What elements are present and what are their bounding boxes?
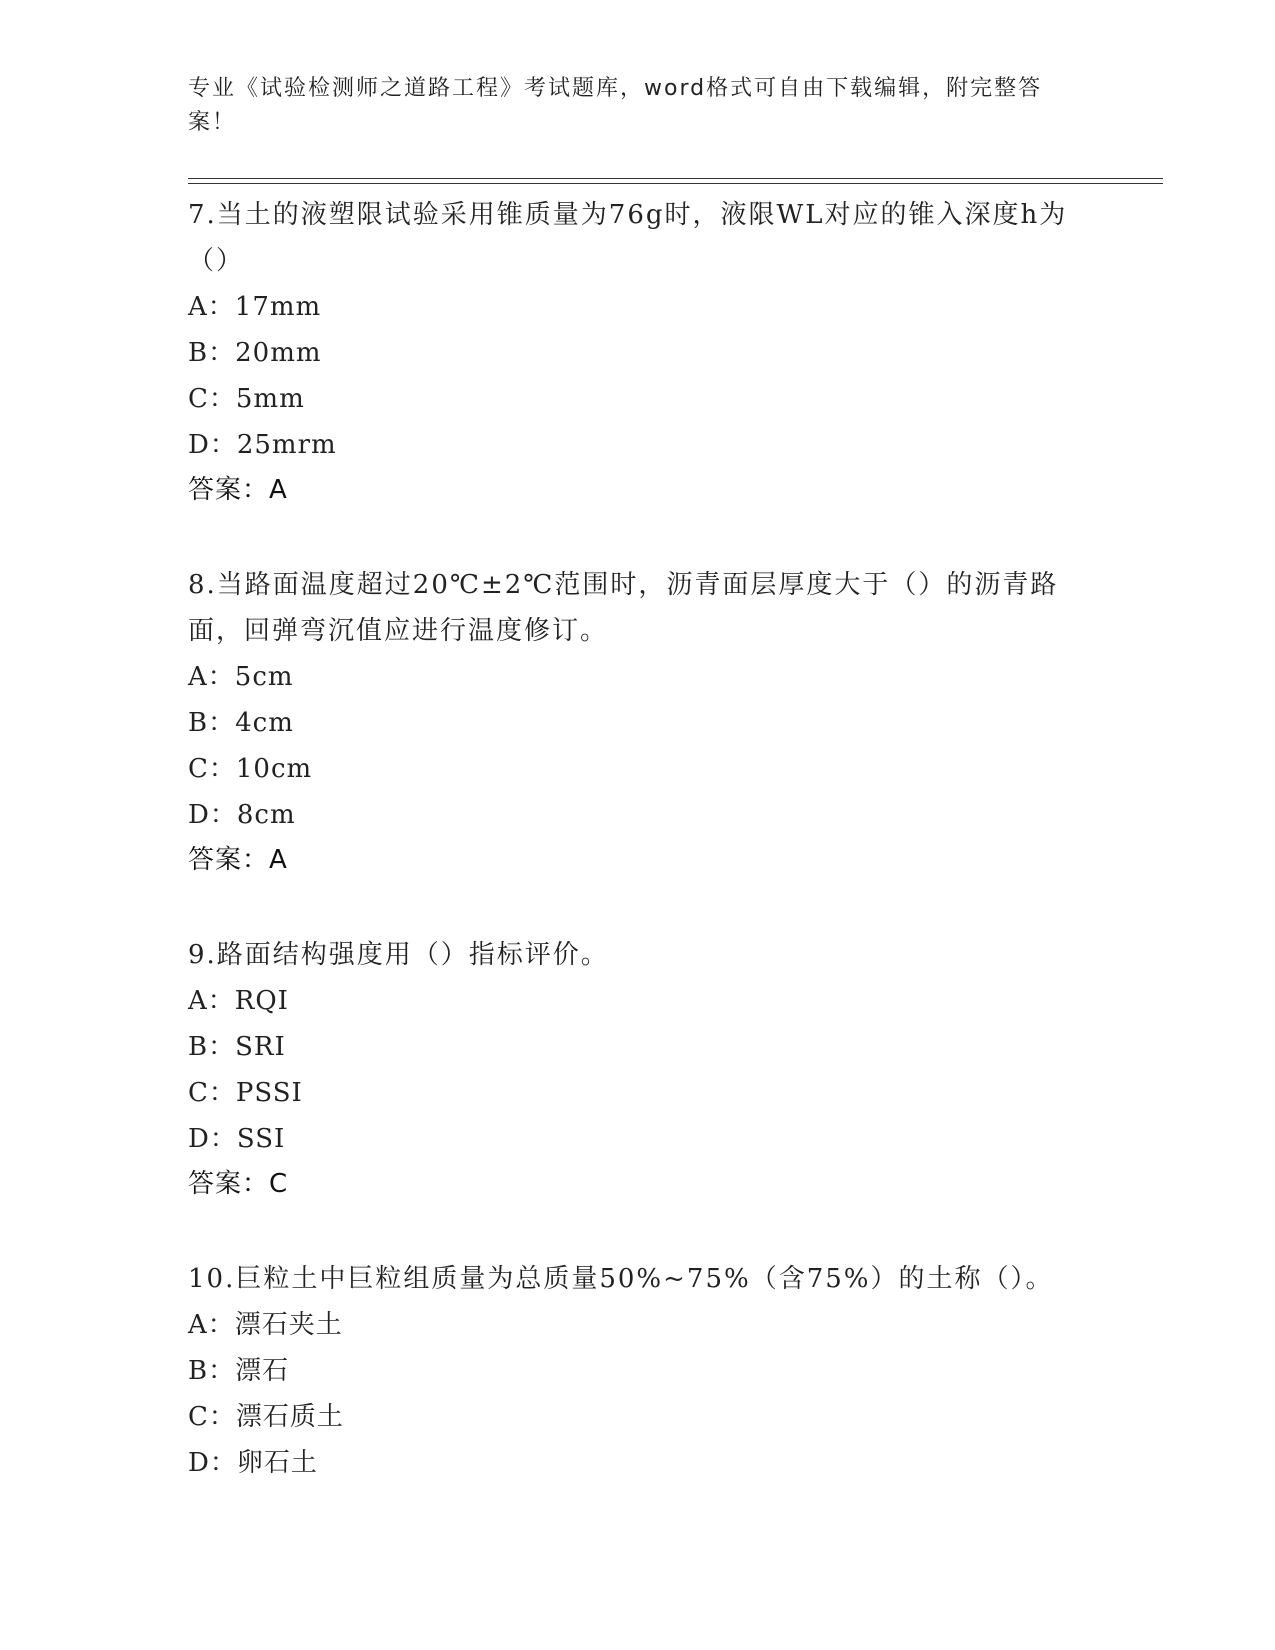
question-stem: 8.当路面温度超过20℃±2℃范围时，沥青面层厚度大于（）的沥青路面，回弹弯沉值应进行温度修订。 xyxy=(188,570,1059,646)
answer: 答案：C xyxy=(188,1169,289,1199)
option-b: B：SRI xyxy=(188,1032,286,1062)
option-a: A：漂石夹土 xyxy=(188,1310,343,1340)
question-list xyxy=(188,192,1088,1536)
option-c: C：10cm xyxy=(188,754,313,784)
question-stem: 7.当土的液塑限试验采用锥质量为76g时，液限WL对应的锥入深度h为（） xyxy=(188,200,1068,276)
option-b: B：20mm xyxy=(188,338,322,368)
option-c: C：5mm xyxy=(188,384,305,414)
option-d: D：SSI xyxy=(188,1124,286,1154)
option-d: D：8cm xyxy=(188,800,296,830)
option-b: B：4cm xyxy=(188,708,294,738)
option-d: D：卵石土 xyxy=(188,1448,318,1478)
question-8 xyxy=(188,562,1088,882)
option-b: B：漂石 xyxy=(188,1356,290,1386)
option-c: C：漂石质土 xyxy=(188,1402,344,1432)
header-divider-top xyxy=(188,178,1163,179)
option-d: D：25mrm xyxy=(188,430,337,460)
question-stem: 9.路面结构强度用（）指标评价。 xyxy=(188,940,609,970)
question-9 xyxy=(188,932,1088,1206)
option-a: A：17mm xyxy=(188,292,322,322)
question-10 xyxy=(188,1256,1088,1486)
question-7 xyxy=(188,192,1088,512)
answer: 答案：A xyxy=(188,845,288,875)
question-stem: 10.巨粒土中巨粒组质量为总质量50%~75%（含75%）的土称（）。 xyxy=(188,1264,1054,1294)
option-c: C：PSSI xyxy=(188,1078,303,1108)
document-header: 专业《试验检测师之道路工程》考试题库，word格式可自由下载编辑，附完整答案！ xyxy=(188,76,1043,135)
option-a: A：5cm xyxy=(188,662,294,692)
option-a: A：RQI xyxy=(188,986,289,1016)
header-divider-bottom xyxy=(188,183,1163,184)
answer: 答案：A xyxy=(188,475,288,505)
